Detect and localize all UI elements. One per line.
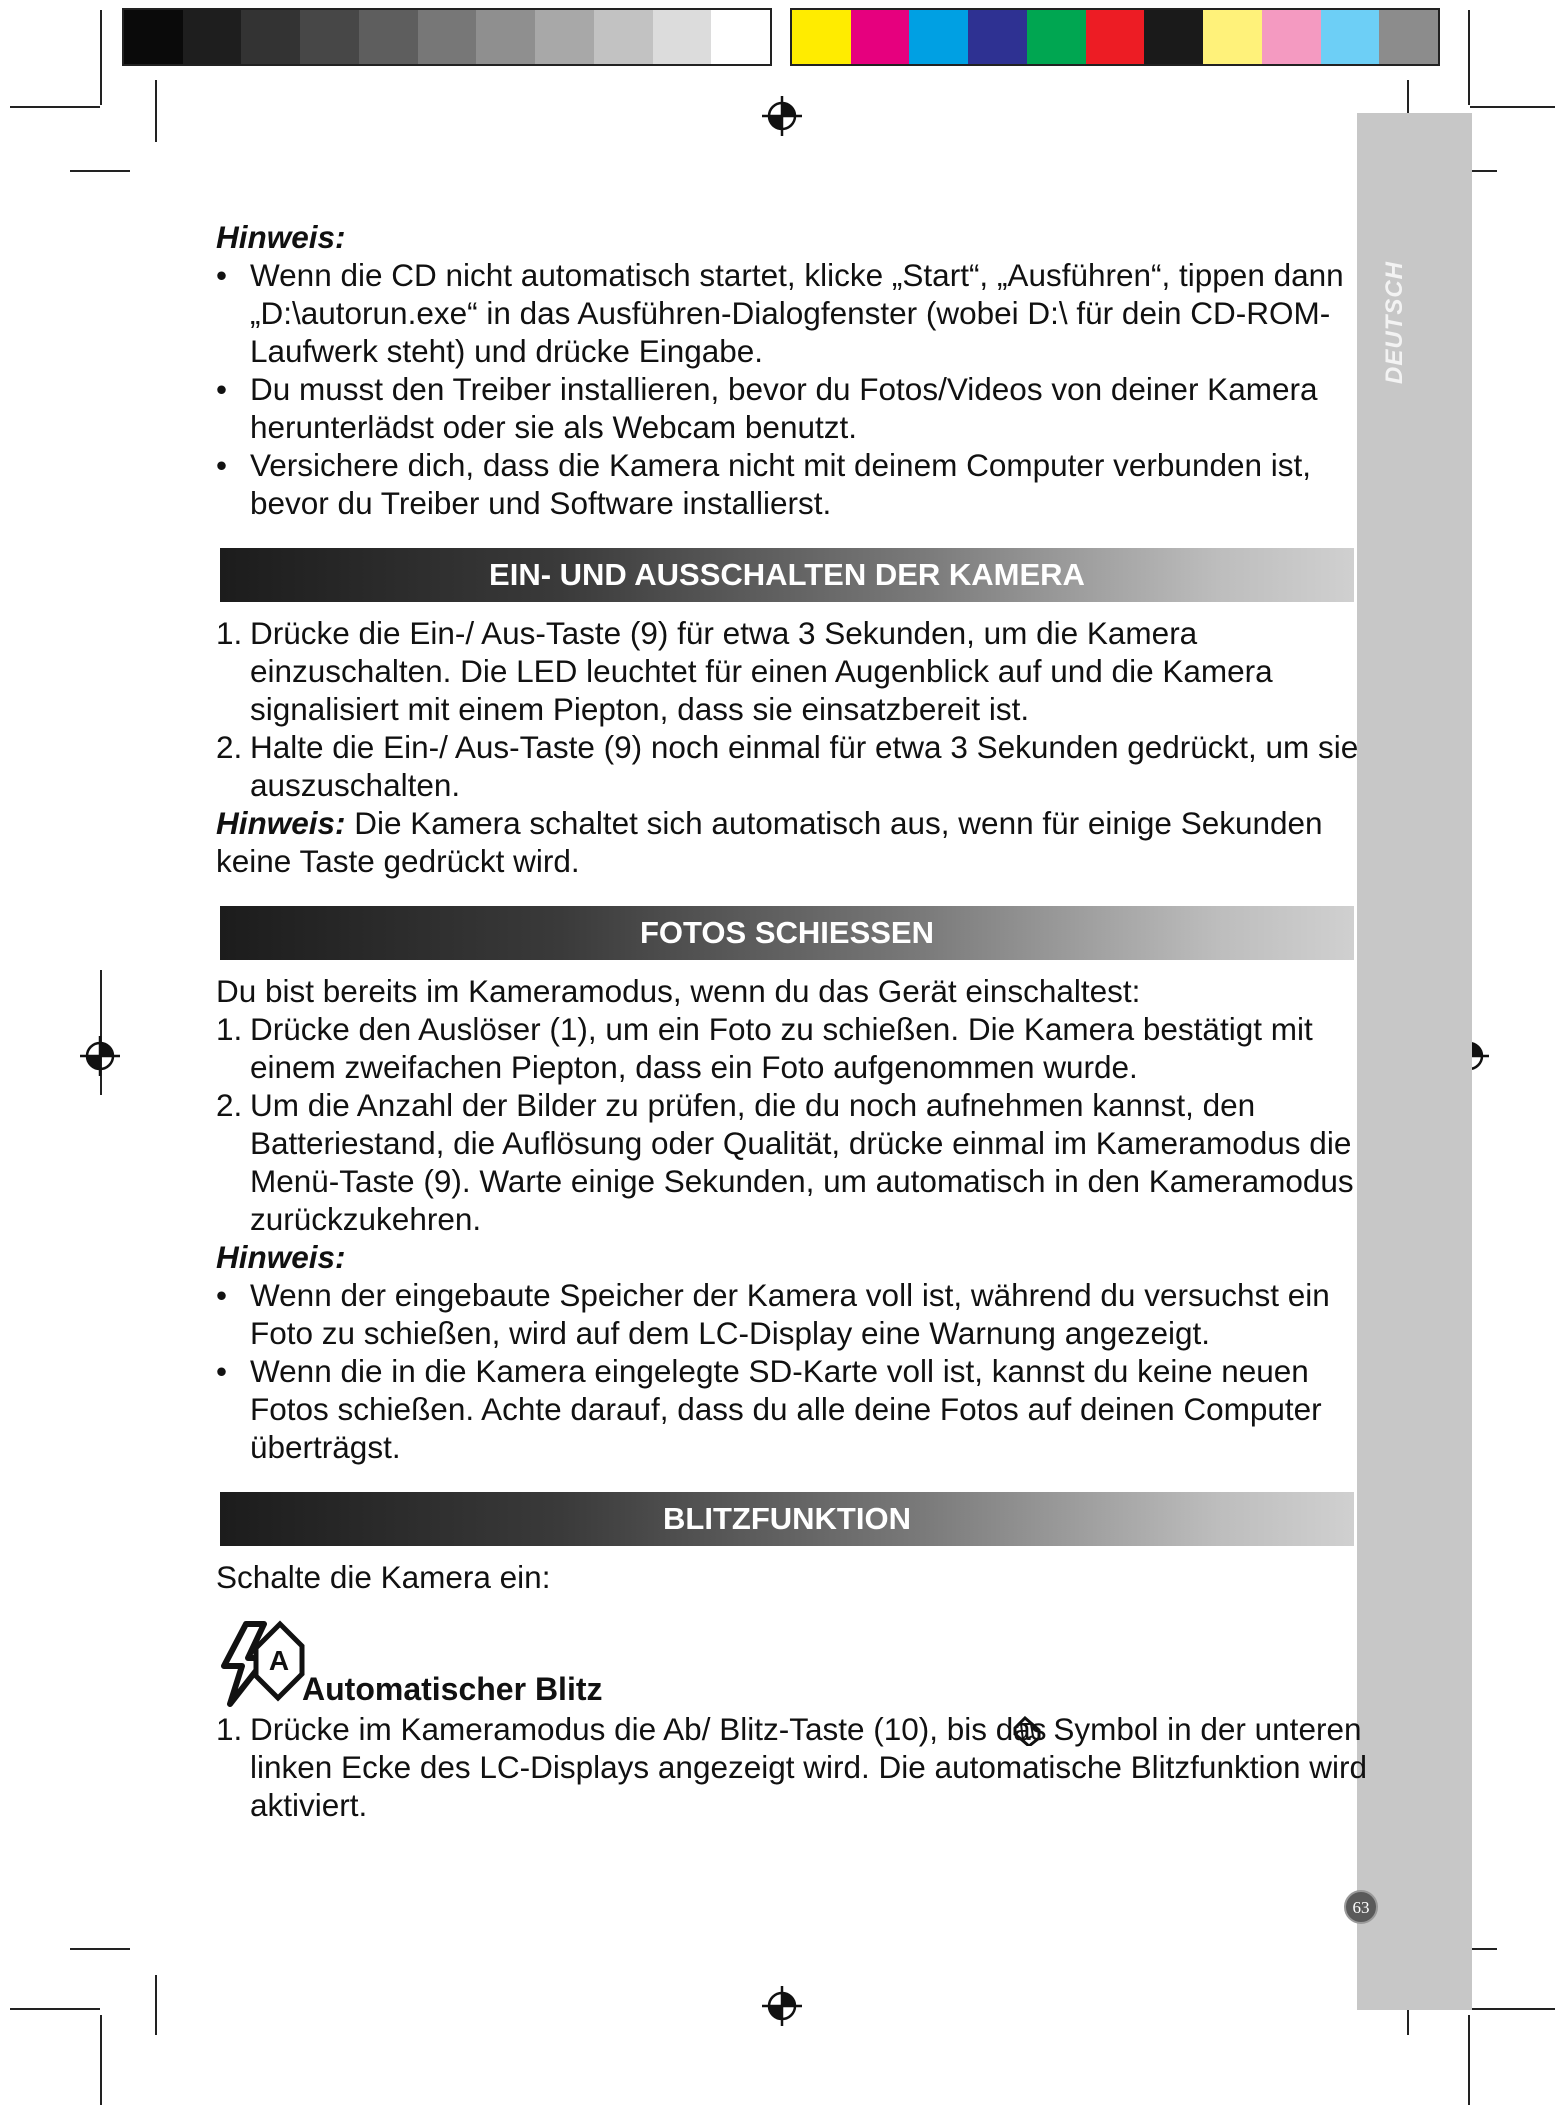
note-heading: Hinweis: xyxy=(216,1239,346,1275)
grayscale-calibration-bar xyxy=(122,8,772,66)
color-swatch xyxy=(1144,10,1203,64)
color-swatch xyxy=(1321,10,1380,64)
color-swatch xyxy=(594,10,653,64)
crop-mark xyxy=(100,10,102,105)
color-swatch xyxy=(792,10,851,64)
color-swatch xyxy=(241,10,300,64)
color-swatch xyxy=(711,10,770,64)
color-swatch xyxy=(300,10,359,64)
crop-mark xyxy=(10,106,100,108)
color-swatch xyxy=(653,10,712,64)
step-item: 1. Drücke die Ein-/ Aus-Taste (9) für etwa 3 Sekunden, um die Kamera einzuschalten. Die LED leuchtet für einen Augenblick auf und die Kamera signalisiert mit einem Piepton, dass sie einsatzbereit ist. xyxy=(216,615,1273,727)
color-swatch xyxy=(418,10,477,64)
note-bullet: • Versichere dich, dass die Kamera nicht mit deinem Computer verbunden ist, bevor du Treiber und Software installierst. xyxy=(216,447,1312,521)
color-swatch xyxy=(909,10,968,64)
color-swatch xyxy=(968,10,1027,64)
step-item: 2. Halte die Ein-/ Aus-Taste (9) noch einmal für etwa 3 Sekunden gedrückt, um sie auszuschalten. xyxy=(216,729,1359,803)
color-swatch xyxy=(1027,10,1086,64)
crop-mark xyxy=(100,2015,102,2105)
auto-flash-icon xyxy=(216,1618,308,1710)
color-swatch xyxy=(1203,10,1262,64)
section-heading-photos: FOTOS SCHIESSEN xyxy=(220,906,1354,960)
color-calibration-bar xyxy=(790,8,1440,66)
color-swatch xyxy=(1086,10,1145,64)
crop-mark xyxy=(1468,2015,1470,2105)
auto-flash-icon xyxy=(1007,1716,1041,1746)
crop-mark xyxy=(70,1948,130,1950)
note-bullet: • Wenn die CD nicht automatisch startet, klicke „Start“, „Ausführen“, tippen dann „D:\autorun.exe“ in das Ausführen-Dialogfenster (wobei D:\ für dein CD-ROM-Laufwerk steht) und drücke Eingabe. xyxy=(216,257,1344,369)
photos-intro: Du bist bereits im Kameramodus, wenn du das Gerät einschaltest: xyxy=(216,973,1141,1009)
page-content xyxy=(216,218,1396,1824)
flash-intro: Schalte die Kamera ein: xyxy=(216,1559,551,1595)
registration-mark-icon xyxy=(760,1984,804,2028)
registration-mark-icon xyxy=(760,94,804,138)
flash-subheading-row xyxy=(216,1618,1396,1710)
step-item: 1. Drücke den Auslöser (1), um ein Foto zu schießen. Die Kamera bestätigt mit einem zweifachen Piepton, dass ein Foto aufgenommen wurde. xyxy=(216,1011,1313,1085)
color-swatch xyxy=(1379,10,1438,64)
crop-mark xyxy=(1468,10,1470,105)
crop-mark xyxy=(1470,106,1555,108)
crop-mark xyxy=(10,2008,100,2010)
crop-mark xyxy=(155,80,157,142)
note-bullet: • Wenn die in die Kamera eingelegte SD-Karte voll ist, kannst du keine neuen Fotos schießen. Achte darauf, dass du alle deine Fotos auf deinen Computer überträgst. xyxy=(216,1353,1322,1465)
color-swatch xyxy=(476,10,535,64)
registration-mark-icon xyxy=(78,1034,122,1078)
page-number: 63 xyxy=(1344,1890,1378,1924)
color-swatch xyxy=(183,10,242,64)
crop-mark xyxy=(155,1975,157,2035)
color-swatch xyxy=(535,10,594,64)
section-heading-power: EIN- UND AUSSCHALTEN DER KAMERA xyxy=(220,548,1354,602)
note-heading: Hinweis: xyxy=(216,219,346,255)
language-tab-label: DEUTSCH xyxy=(1381,261,1408,385)
note-bullet: • Wenn der eingebaute Speicher der Kamera voll ist, während du versuchst ein Foto zu schießen, wird auf dem LC-Display eine Warnung angezeigt. xyxy=(216,1277,1330,1351)
crop-mark xyxy=(70,170,130,172)
step-item: 2. Um die Anzahl der Bilder zu prüfen, die du noch aufnehmen kannst, den Batteriestand, die Auflösung oder Qualität, drücke einmal im Kameramodus die Menü-Taste (9). Warte einige Sekunden, um automatisch in den Kameramodus zurückzukehren. xyxy=(216,1087,1354,1237)
color-swatch xyxy=(124,10,183,64)
flash-subheading: Automatischer Blitz xyxy=(302,1671,603,1707)
svg-text:A: A xyxy=(268,1645,290,1676)
power-note: Hinweis: Die Kamera schaltet sich automatisch aus, wenn für einige Sekunden keine Taste gedrückt wird. xyxy=(216,805,1323,879)
color-swatch xyxy=(359,10,418,64)
section-heading-flash: BLITZFUNKTION xyxy=(220,1492,1354,1546)
color-swatch xyxy=(851,10,910,64)
color-swatch xyxy=(1262,10,1321,64)
step-item: 1. Drücke im Kameramodus die Ab/ Blitz-Taste (10), bis das Symbol in der unteren linken Ecke des LC-Displays angezeigt wird. Die automatische Blitzfunktion wird aktiviert. xyxy=(216,1711,1368,1823)
note-bullet: • Du musst den Treiber installieren, bevor du Fotos/Videos von deiner Kamera herunterlädst oder sie als Webcam benutzt. xyxy=(216,371,1318,445)
crop-mark xyxy=(1470,2008,1555,2010)
